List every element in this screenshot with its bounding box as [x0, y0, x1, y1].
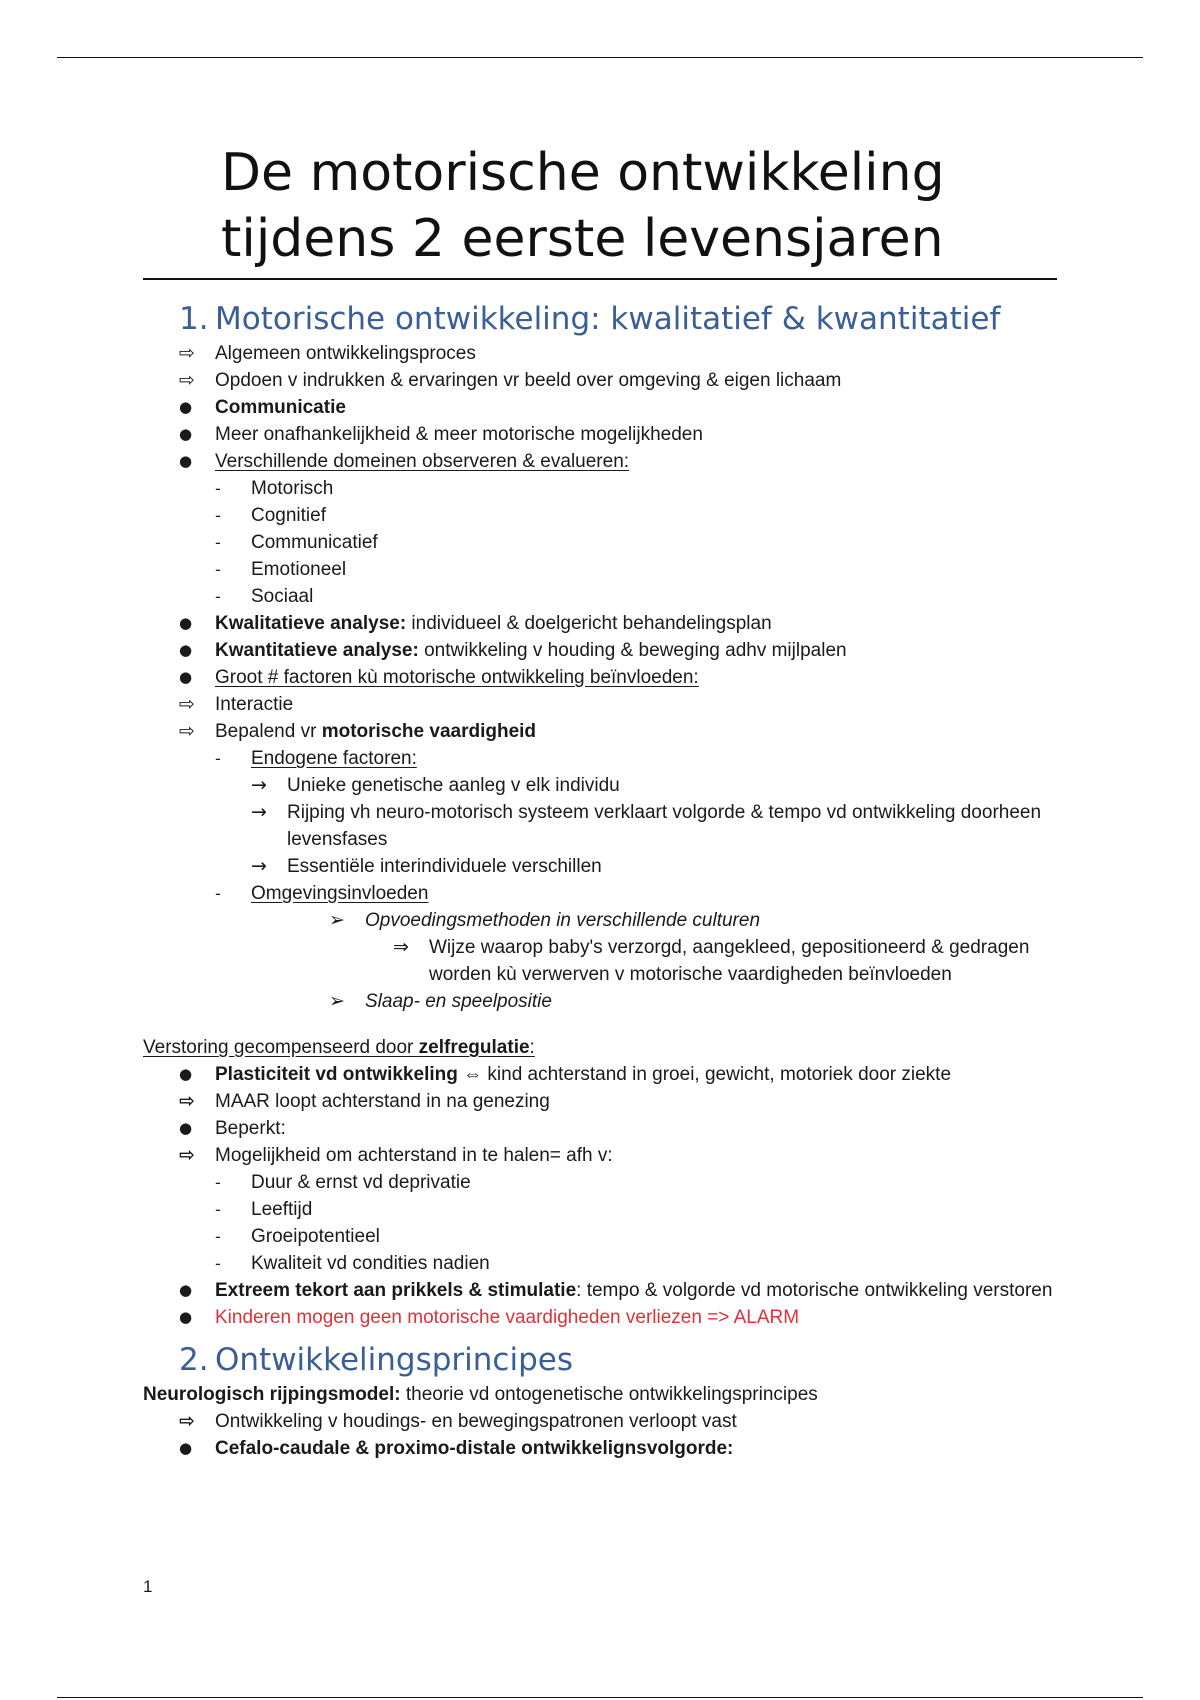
list-item: ● Communicatie	[143, 394, 1063, 421]
list-item: - Sociaal	[143, 583, 1063, 610]
list-item: ● Extreem tekort aan prikkels & stimulatie: tempo & volgorde vd motorische ontwikkeling verstoren	[143, 1277, 1063, 1304]
list-item: - Endogene factoren:	[143, 745, 1063, 772]
section-2-title: Ontwikkelingsprincipes	[215, 1342, 573, 1378]
verstoring-heading: Verstoring gecompenseerd door zelfregulatie:	[143, 1037, 535, 1058]
list-item: → Essentiële interindividuele verschillen	[143, 853, 1063, 880]
bold-arrow-icon: ⇨	[179, 1410, 195, 1432]
list-item: - Motorisch	[143, 475, 1063, 502]
outline-arrow-icon: ⇨	[179, 342, 195, 364]
bullet-icon: ●	[179, 1119, 193, 1137]
double-arrow-icon: ⇒	[393, 936, 409, 958]
right-arrow-icon: →	[251, 801, 267, 823]
list-item: - Kwaliteit vd condities nadien	[143, 1250, 1063, 1277]
document-body	[143, 298, 1063, 1462]
bullet-icon: ●	[179, 668, 193, 686]
list-item: - Communicatief	[143, 529, 1063, 556]
list-item: ● Cefalo-caudale & proximo-distale ontwikkelignsvolgorde:	[143, 1435, 1063, 1462]
list-item: → Rijping vh neuro-motorisch systeem verklaart volgorde & tempo vd ontwikkeling doorheen levensfases	[251, 801, 1042, 850]
list-item: ⇨ Mogelijkheid om achterstand in te halen= afh v:	[143, 1142, 1063, 1169]
dash-icon: -	[215, 1254, 221, 1273]
outline-arrow-icon: ⇨	[179, 693, 195, 715]
list-item: - Groeipotentieel	[143, 1223, 1063, 1250]
list-item: ⇨ Opdoen v indrukken & ervaringen vr beeld over omgeving & eigen lichaam	[143, 367, 1063, 394]
outline-arrow-icon: ⇨	[179, 369, 195, 391]
list-item: ● Kwantitatieve analyse: ontwikkeling v houding & beweging adhv mijlpalen	[143, 637, 1063, 664]
dash-icon: -	[215, 533, 221, 552]
section-2-number: 2.	[179, 1342, 209, 1378]
list-item: - Duur & ernst vd deprivatie	[143, 1169, 1063, 1196]
document-title	[143, 140, 1057, 280]
list-item	[143, 1304, 1063, 1331]
footer-rule	[57, 1697, 1143, 1698]
bold-arrow-icon: ⇨	[179, 1090, 195, 1112]
title-line-2: tijdens 2 eerste levensjaren	[221, 209, 944, 269]
list-item: ● Plasticiteit vd ontwikkeling ⇔ kind achterstand in groei, gewicht, motoriek door ziekte	[143, 1061, 1063, 1088]
dash-icon: -	[215, 1227, 221, 1246]
list-item: ➢ Opvoedingsmethoden in verschillende culturen	[143, 907, 1063, 934]
list-item: ⇨ Interactie	[143, 691, 1063, 718]
bullet-icon: ●	[179, 425, 193, 443]
bold-arrow-icon: ⇨	[179, 1144, 195, 1166]
bullet-icon: ●	[179, 1308, 193, 1326]
dash-icon: -	[215, 560, 221, 579]
dash-icon: -	[215, 587, 221, 606]
dash-icon: -	[215, 884, 221, 903]
list-item: ● Verschillende domeinen observeren & evalueren:	[143, 448, 1063, 475]
list-item: ● Meer onafhankelijkheid & meer motorische mogelijkheden	[143, 421, 1063, 448]
list-item: ⇨ Bepalend vr motorische vaardigheid	[143, 718, 1063, 745]
section-1-heading	[143, 298, 1063, 340]
dash-icon: -	[215, 1173, 221, 1192]
outline-arrow-icon: ⇨	[179, 720, 195, 742]
alarm-text: Kinderen mogen geen motorische vaardigheden verliezen => ALARM	[215, 1307, 800, 1328]
list-item: ⇨ Ontwikkeling v houdings- en bewegingspatronen verloopt vast	[143, 1408, 1063, 1435]
dash-icon: -	[215, 506, 221, 525]
list-item: ➢ Slaap- en speelpositie	[143, 988, 1063, 1015]
right-arrow-icon: →	[251, 855, 267, 877]
list-item: ● Kwalitatieve analyse: individueel & doelgericht behandelingsplan	[143, 610, 1063, 637]
section-1-title: Motorische ontwikkeling: kwalitatief & kwantitatief	[215, 301, 1001, 337]
dash-icon: -	[215, 479, 221, 498]
paragraph: Neurologisch rijpingsmodel: theorie vd ontogenetische ontwikkelingsprincipes	[143, 1384, 818, 1405]
bullet-icon: ●	[179, 614, 193, 632]
bullet-icon: ●	[179, 1281, 193, 1299]
bullet-icon: ●	[179, 452, 193, 470]
list-item: - Cognitief	[143, 502, 1063, 529]
section-1-number: 1.	[179, 301, 209, 337]
list-item: ⇒ Wijze waarop baby's verzorgd, aangekleed, gepositioneerd & gedragen worden kù verwerven v motorische vaardigheden beïnvloeden	[393, 936, 1030, 985]
list-item: - Omgevingsinvloeden	[143, 880, 1063, 907]
bullet-icon: ●	[179, 641, 193, 659]
list-item: ⇨ MAAR loopt achterstand in na genezing	[143, 1088, 1063, 1115]
arrowhead-bullet-icon: ➢	[329, 990, 345, 1012]
dash-icon: -	[215, 1200, 221, 1219]
title-line-1: De motorische ontwikkeling	[221, 143, 945, 203]
list-item: ● Beperkt:	[143, 1115, 1063, 1142]
right-arrow-icon: →	[251, 774, 267, 796]
arrowhead-bullet-icon: ➢	[329, 909, 345, 931]
section-2-heading	[143, 1339, 1063, 1381]
list-item: → Unieke genetische aanleg v elk individu	[143, 772, 1063, 799]
header-rule	[57, 57, 1143, 58]
page-number: 1	[143, 1577, 153, 1596]
list-item: - Emotioneel	[143, 556, 1063, 583]
dash-icon: -	[215, 749, 221, 768]
bullet-icon: ●	[179, 398, 193, 416]
bullet-icon: ●	[179, 1439, 193, 1457]
bullet-icon: ●	[179, 1065, 193, 1083]
list-item: - Leeftijd	[143, 1196, 1063, 1223]
list-item: ● Groot # factoren kù motorische ontwikkeling beïnvloeden:	[143, 664, 1063, 691]
list-item: ⇨ Algemeen ontwikkelingsproces	[143, 340, 1063, 367]
